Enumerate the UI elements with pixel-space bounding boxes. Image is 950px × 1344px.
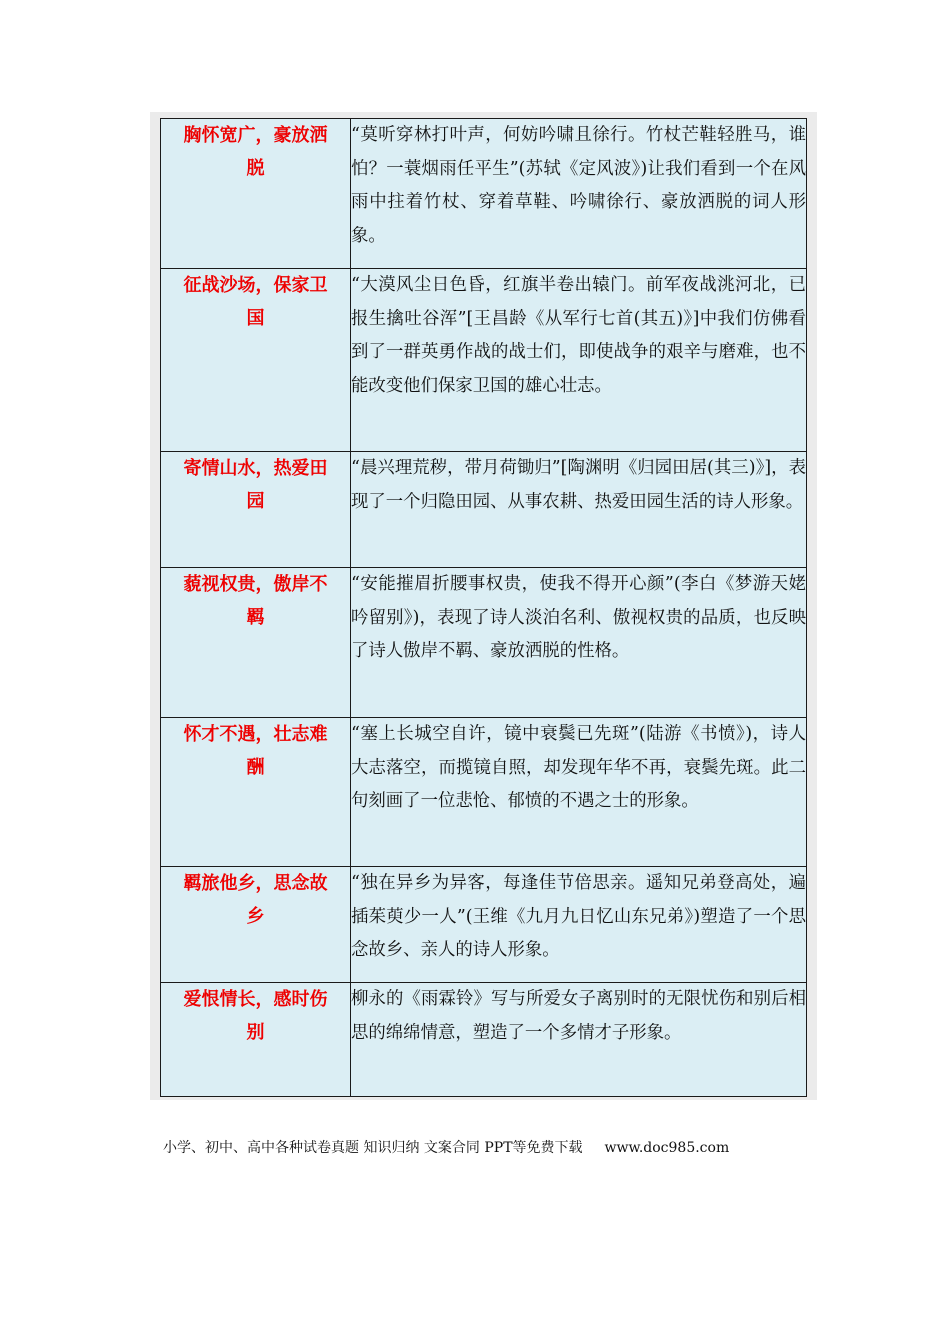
category-label: 怀才不遇，壮志难酬 bbox=[183, 724, 328, 778]
description-text: “安能摧眉折腰事权贵，使我不得开心颜”(李白《梦游天姥吟留别》)，表现了诗人淡泊名利、傲视权贵的品质，也反映了诗人傲岸不羁、豪放洒脱的性格。 bbox=[351, 574, 806, 661]
description-cell bbox=[351, 269, 807, 452]
table-row bbox=[161, 119, 807, 269]
footer-url-link[interactable]: www.doc985.com bbox=[604, 1140, 730, 1156]
description-text: “晨兴理荒秽，带月荷锄归”[陶渊明《归园田居(其三)》]，表现了一个归隐田园、从事农耕、热爱田园生活的诗人形象。 bbox=[351, 458, 806, 512]
description-cell bbox=[351, 983, 807, 1097]
description-cell bbox=[351, 718, 807, 867]
category-cell bbox=[161, 269, 351, 452]
category-label: 羁旅他乡，思念故乡 bbox=[183, 873, 328, 927]
description-cell bbox=[351, 867, 807, 983]
category-cell bbox=[161, 452, 351, 568]
description-text: “大漠风尘日色昏，红旗半卷出辕门。前军夜战洮河北，已报生擒吐谷浑”[王昌龄《从军行七首(其五)》]中我们仿佛看到了一群英勇作战的战士们，即使战争的艰辛与磨难，也不能改变他们保家卫国的雄心壮志。 bbox=[351, 275, 806, 396]
page-footer bbox=[163, 1137, 729, 1157]
table-row bbox=[161, 718, 807, 867]
category-label: 寄情山水，热爱田园 bbox=[183, 458, 328, 512]
table-frame bbox=[150, 112, 817, 1100]
table-row bbox=[161, 867, 807, 983]
category-cell bbox=[161, 718, 351, 867]
table-row bbox=[161, 568, 807, 718]
description-text: “莫听穿林打叶声，何妨吟啸且徐行。竹杖芒鞋轻胜马，谁怕？一蓑烟雨任平生”(苏轼《定风波》)让我们看到一个在风雨中拄着竹杖、穿着草鞋、吟啸徐行、豪放洒脱的词人形象。 bbox=[351, 125, 806, 246]
category-label: 藐视权贵，傲岸不羁 bbox=[183, 574, 328, 628]
category-cell bbox=[161, 119, 351, 269]
description-text: 柳永的《雨霖铃》写与所爱女子离别时的无限忧伤和别后相思的绵绵情意，塑造了一个多情才子形象。 bbox=[351, 989, 806, 1043]
table-row bbox=[161, 452, 807, 568]
category-label: 胸怀宽广，豪放洒脱 bbox=[183, 125, 328, 179]
table-row bbox=[161, 269, 807, 452]
table-row bbox=[161, 983, 807, 1097]
description-text: “塞上长城空自许，镜中衰鬓已先斑”(陆游《书愤》)，诗人大志落空，而揽镜自照，却发现年华不再，衰鬓先斑。此二句刻画了一位悲怆、郁愤的不遇之士的形象。 bbox=[351, 724, 806, 811]
footer-text: 小学、初中、高中各种试卷真题 知识归纳 文案合同 PPT等免费下载 bbox=[163, 1140, 583, 1156]
category-cell bbox=[161, 983, 351, 1097]
description-cell bbox=[351, 452, 807, 568]
poet-image-table bbox=[160, 118, 807, 1097]
category-cell bbox=[161, 867, 351, 983]
description-cell bbox=[351, 568, 807, 718]
category-label: 爱恨情长，感时伤别 bbox=[183, 989, 328, 1043]
category-label: 征战沙场，保家卫国 bbox=[183, 275, 328, 329]
category-cell bbox=[161, 568, 351, 718]
description-text: “独在异乡为异客，每逢佳节倍思亲。遥知兄弟登高处，遍插茱萸少一人”(王维《九月九日忆山东兄弟》)塑造了一个思念故乡、亲人的诗人形象。 bbox=[351, 873, 806, 960]
description-cell bbox=[351, 119, 807, 269]
